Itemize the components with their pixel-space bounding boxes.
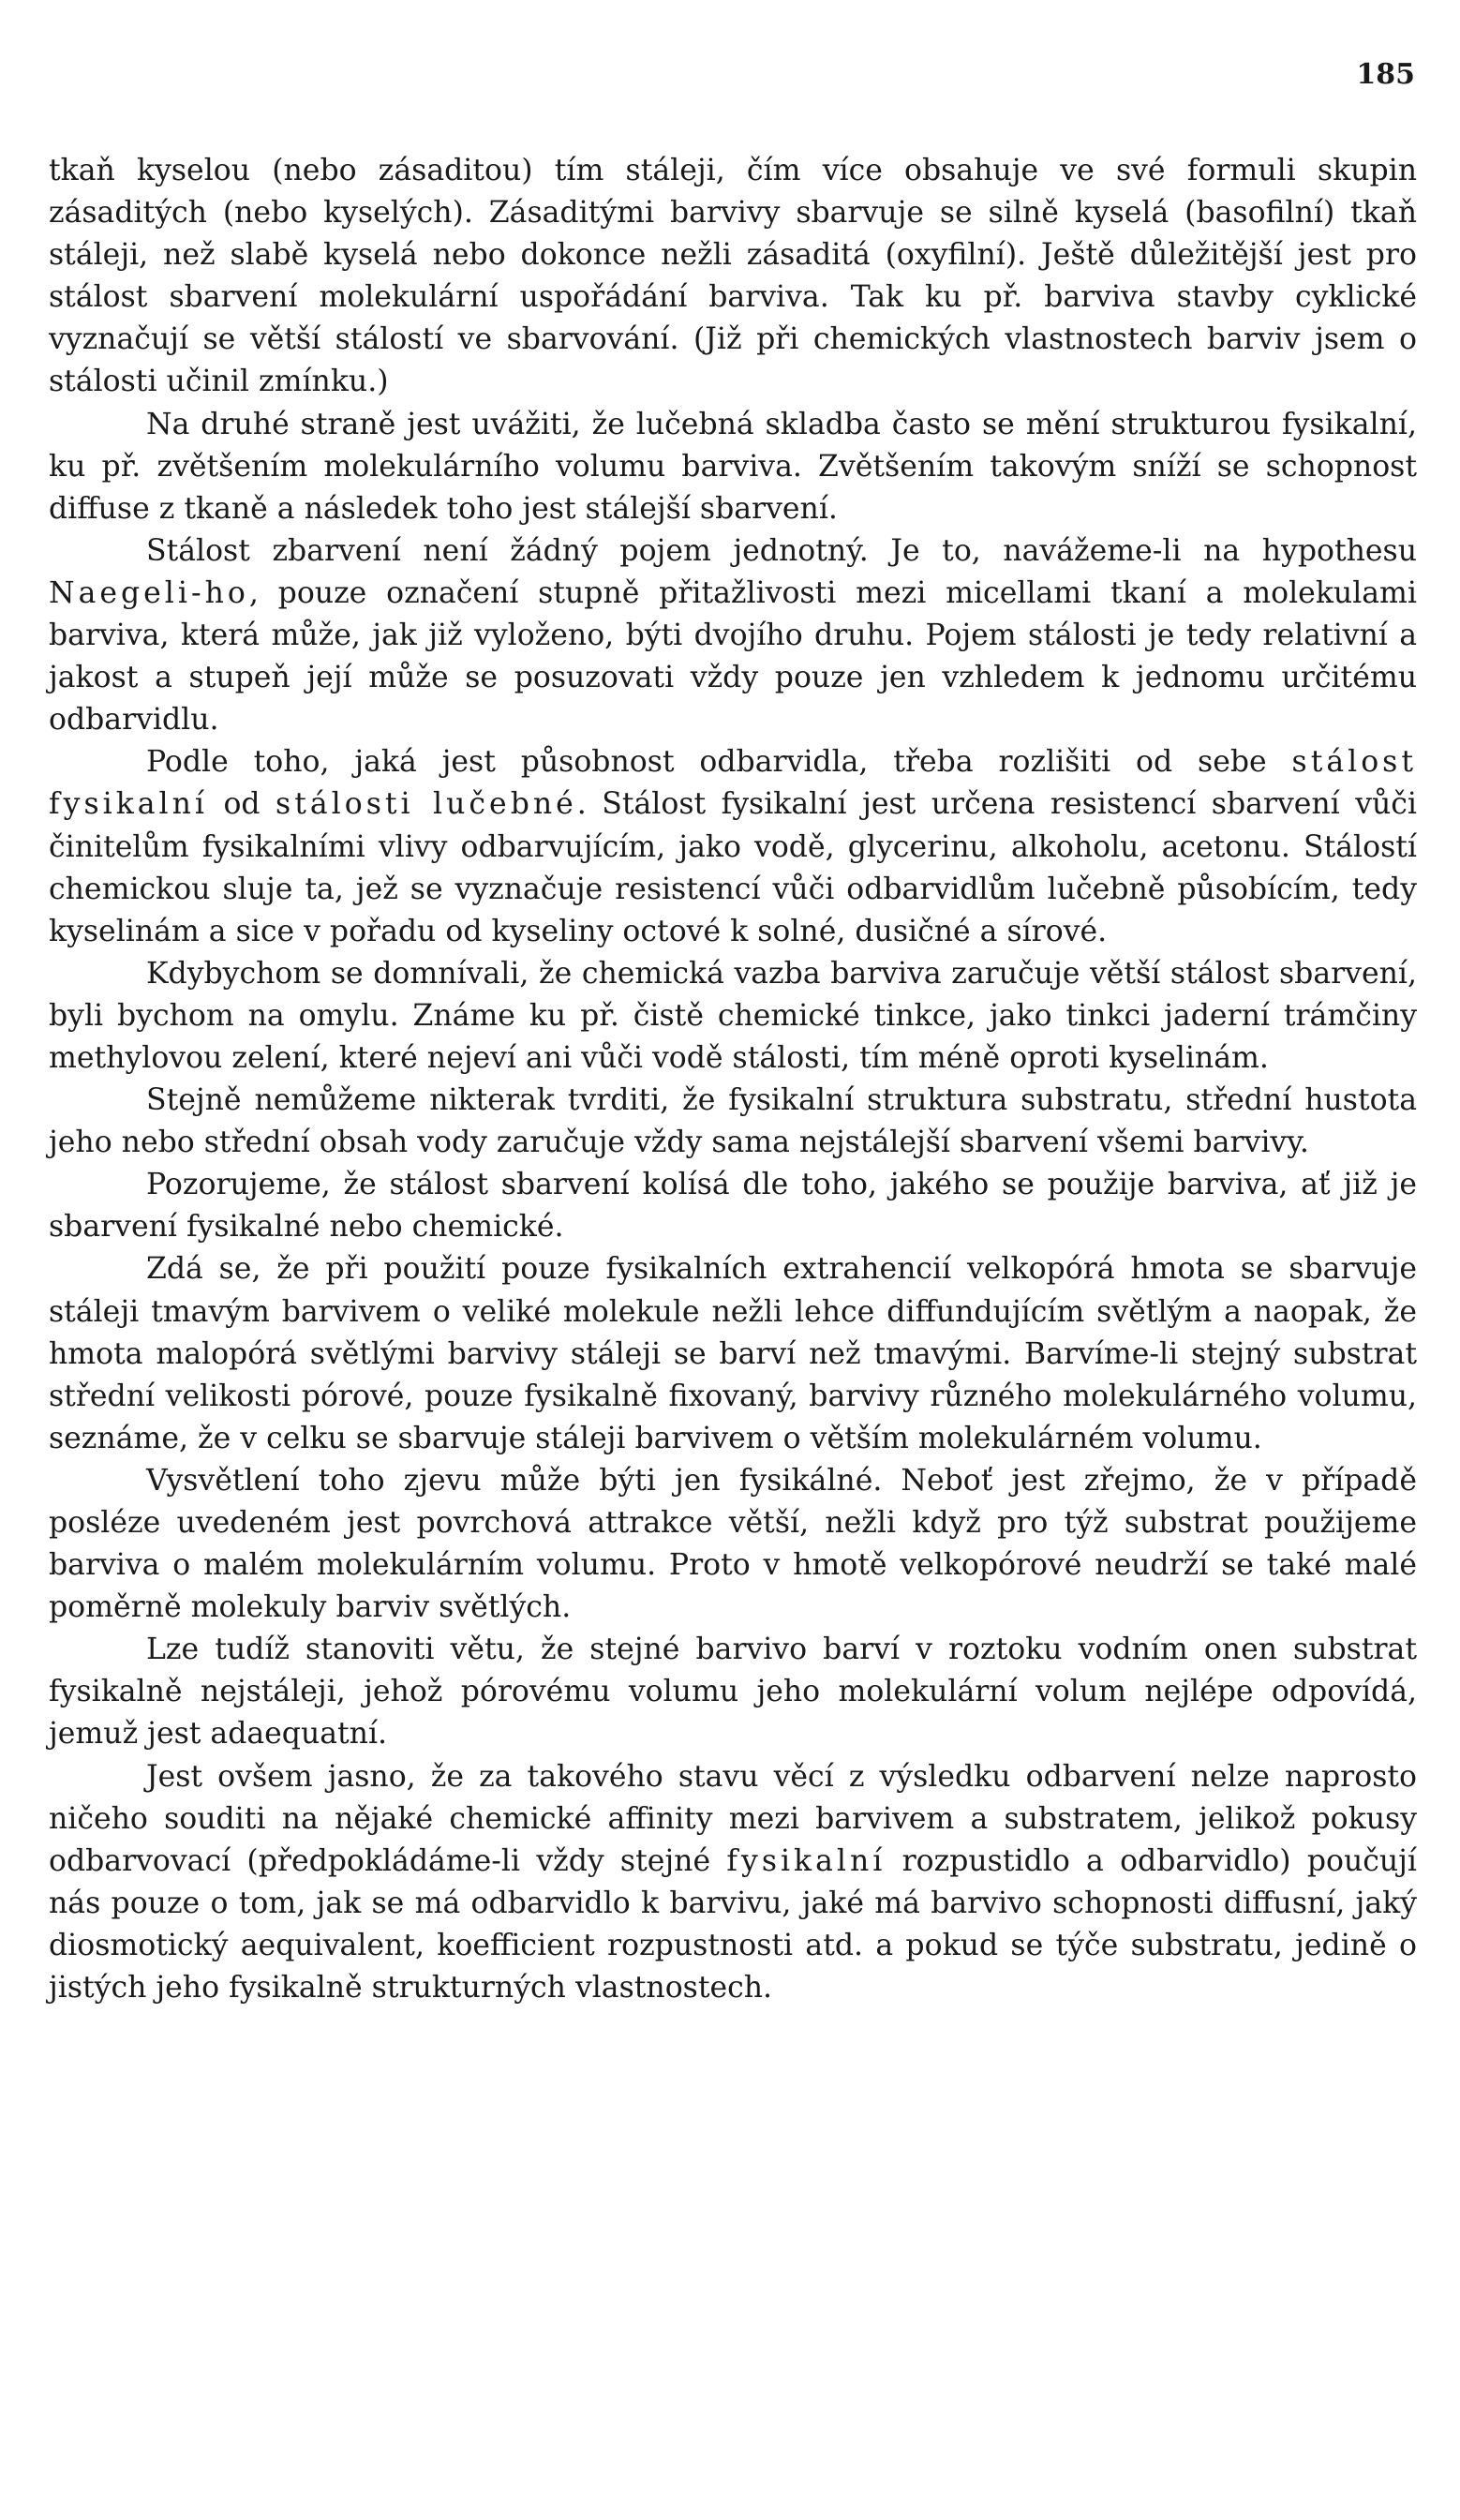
paragraph-3-part-b: , pouze označení stupně přitažlivosti mezi micellami tkaní a molekulami barviva, která může, jak již vyloženo, býti dvojího druhu. Pojem stálosti je tedy relativní a jakost a stupeň její může se posuzovati vždy pouze jen vzhledem k jednomu určitému odbarvidlu.: [49, 575, 1417, 738]
paragraph-4-part-c: . Stálost fysikalní jest určena resistencí sbarvení vůči činitelům fysikalními vlivy odbarvujícím, jako vodě, glycerinu, alkoholu, acetonu. Stálostí chemickou sluje ta, jež se vyznačuje resistencí vůči odbarvidlům lučebně působícím, tedy kyselinám a sice v pořadu od kyseliny octové k solné, dusičné a sírové.: [49, 787, 1417, 948]
paragraph-2: Na druhé straně jest uvážiti, že lučebná skladba často se mění strukturou fysikalní, ku př. zvětšením molekulárního volumu barviva. Zvětšením takovým sníží se schopnost diffuse z tkaně a následek toho jest stálejší sbarvení.: [49, 407, 1417, 526]
paragraph-1: tkaň kyselou (nebo zásaditou) tím stáleji, čím více obsahuje ve své formuli skupin zásaditých (nebo kyselých). Zásaditými barvivy sbarvuje se silně kyselá (basofilní) tkaň stáleji, než slabě kyselá nebo dokonce nežli zásaditá (oxyfilní). Ještě důležitější jest pro stálost sbarvení molekulární uspořádání barviva. Tak ku př. barviva stavby cyklické vyznačují se větší stálostí ve sbarvování. (Již při chemických vlastnostech barviv jsem o stálosti učinil zmínku.): [49, 154, 1417, 399]
paragraph-4-part-b: od: [208, 787, 276, 822]
page-number: 185: [1356, 58, 1415, 91]
paragraph-11-part-a: Jest ovšem jasno, že za takového stavu věcí z výsledku odbarvení nelze naprosto ničeho souditi na nějaké chemické affinity mezi barvivem a substratem, jelikož pokusy odbarvovací (předpokládáme-li vždy stejné: [49, 1759, 1417, 1878]
paragraph-3-part-a: Stálost zbarvení není žádný pojem jednotný. Je to, navážeme-li na hypothesu: [146, 533, 1417, 568]
paragraph-5: Kdybychom se domnívali, že chemická vazba barviva zaručuje větší stálost sbarvení, byli bychom na omylu. Známe ku př. čistě chemické tinkce, jako tinkci jaderní trámčiny methylovou zelení, které nejeví ani vůči vodě stálosti, tím méně oproti kyselinám.: [49, 956, 1417, 1075]
paragraph-10: Lze tudíž stanoviti větu, že stejné barvivo barví v roztoku vodním onen substrat fysikalně nejstáleji, jehož pórovému volumu jeho molekulární volum nejlépe odpovídá, jemuž jest adaequatní.: [49, 1633, 1417, 1752]
term-stalost-fysikalni: stálost fysikalní: [49, 745, 1417, 822]
paragraph-11: [49, 1756, 1417, 2010]
paragraph-11-part-b: rozpustidlo a odbarvidlo) poučují nás pouze o tom, jak se má odbarvidlo k barvivu, jaké má barvivo schopnosti diffusní, jaký diosmotický aequivalent, koefficient rozpustnosti atd. a pokud se týče substratu, jedině o jistých jeho fysikalně strukturných vlastnostech.: [49, 1843, 1418, 2006]
paragraph-4-part-a: Podle toho, jaká jest působnost odbarvidla, třeba rozlišiti od sebe: [146, 745, 1292, 780]
paragraph-7: Pozorujeme, že stálost sbarvení kolísá dle toho, jakého se použije barviva, ať již je sbarvení fysikalné nebo chemické.: [49, 1168, 1417, 1245]
author-name-naegeli: Naegeli-ho: [49, 575, 249, 610]
term-fysikalni: fysikalní: [726, 1843, 886, 1878]
paragraph-6: Stejně nemůžeme nikterak tvrditi, že fysikalní struktura substratu, střední hustota jeho nebo střední obsah vody zaručuje vždy sama nejstálejší sbarvení všemi barvivy.: [49, 1083, 1417, 1160]
paragraph-9: Vysvětlení toho zjevu může býti jen fysikálné. Neboť jest zřejmo, že v případě posléze uvedeném jest povrchová attrakce větší, nežli když pro týž substrat použijeme barviva o malém molekulárním volumu. Proto v hmotě velkopórové neudrží se také malé poměrně molekuly barviv světlých.: [49, 1463, 1417, 1625]
paragraph-8: Zdá se, že při použití pouze fysikalních extrahencií velkopórá hmota se sbarvuje stáleji tmavým barvivem o veliké molekule nežli lehce diffundujícím světlým a naopak, že hmota malopórá světlými barvivy stáleji se barví než tmavými. Barvíme-li stejný substrat střední velikosti pórové, pouze fysikalně fixovaný, barvivy různého molekulárného volumu, seznáme, že v celku se sbarvuje stáleji barvivem o větším molekulárném volumu.: [49, 1252, 1417, 1455]
term-stalosti-lucebne: stálosti lučebné: [276, 787, 577, 822]
body-text: [49, 150, 1417, 2009]
paragraph-4: [49, 741, 1417, 952]
paragraph-3: [49, 530, 1417, 741]
